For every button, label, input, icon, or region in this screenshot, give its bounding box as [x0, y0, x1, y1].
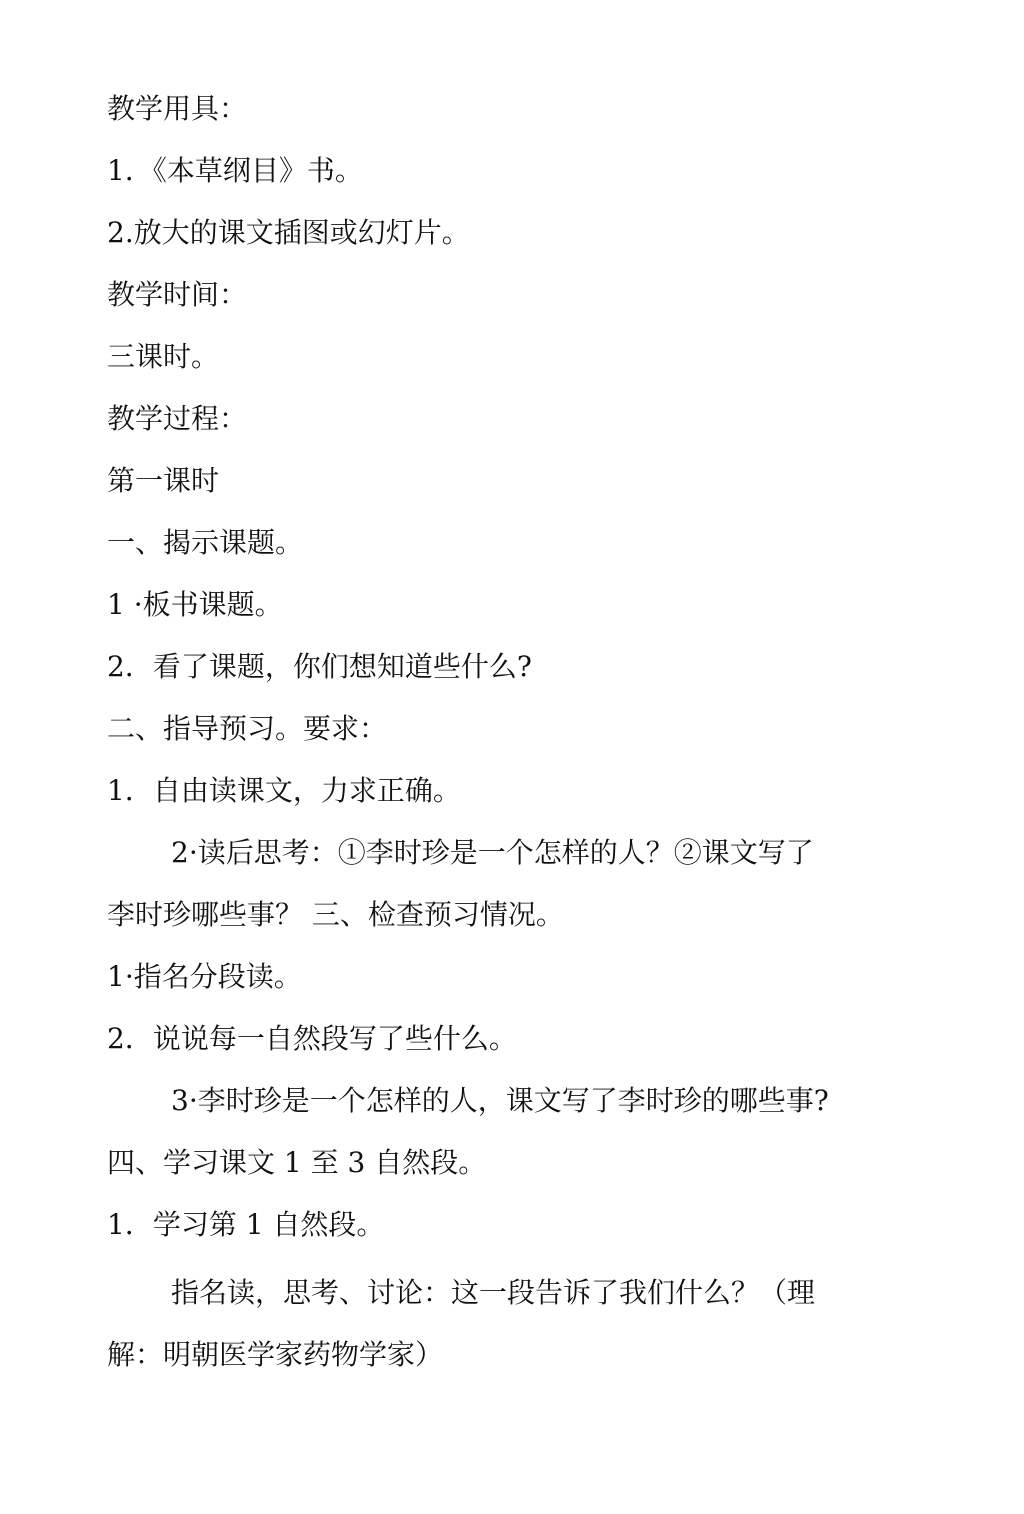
step-discuss-paragraph: 指名读，思考、讨论：这一段告诉了我们什么？（理 [171, 1276, 816, 1309]
heading-teaching-tools: 教学用具： [107, 92, 248, 125]
tools-item-1: 1．《本草纲目》书。 [107, 154, 363, 187]
step-read-by-paragraph: 1·指名分段读。 [107, 960, 302, 993]
step-free-reading: 1．自由读课文，力求正确。 [107, 774, 461, 807]
step-summarize-paragraphs: 2．说说每一自然段写了些什么。 [107, 1022, 517, 1055]
teaching-time-value: 三课时。 [107, 340, 220, 373]
step-write-topic: 1 ·板书课题。 [107, 588, 283, 621]
section-reveal-topic: 一、揭示课题。 [107, 526, 304, 559]
lesson-one-title: 第一课时 [107, 464, 220, 497]
heading-teaching-time: 教学时间： [107, 278, 248, 311]
step-study-paragraph-one: 1．学习第 1 自然段。 [107, 1208, 385, 1241]
section-study-paragraphs: 四、学习课文 1 至 3 自然段。 [107, 1146, 487, 1179]
step-think-continued: 李时珍哪些事？ 三、检查预习情况。 [107, 898, 564, 931]
step-what-kind-of-person: 3·李时珍是一个怎样的人，课文写了李时珍的哪些事? [171, 1084, 829, 1117]
tools-item-2: 2.放大的课文插图或幻灯片。 [107, 216, 470, 249]
step-think-after-reading: 2·读后思考：①李时珍是一个怎样的人？②课文写了 [171, 836, 814, 869]
step-ask-questions: 2．看了课题，你们想知道些什么? [107, 650, 532, 683]
section-guide-preview: 二、指导预习。要求： [107, 712, 388, 745]
step-discuss-continued: 解：明朝医学家药物学家） [107, 1338, 444, 1371]
heading-teaching-process: 教学过程： [107, 402, 248, 435]
